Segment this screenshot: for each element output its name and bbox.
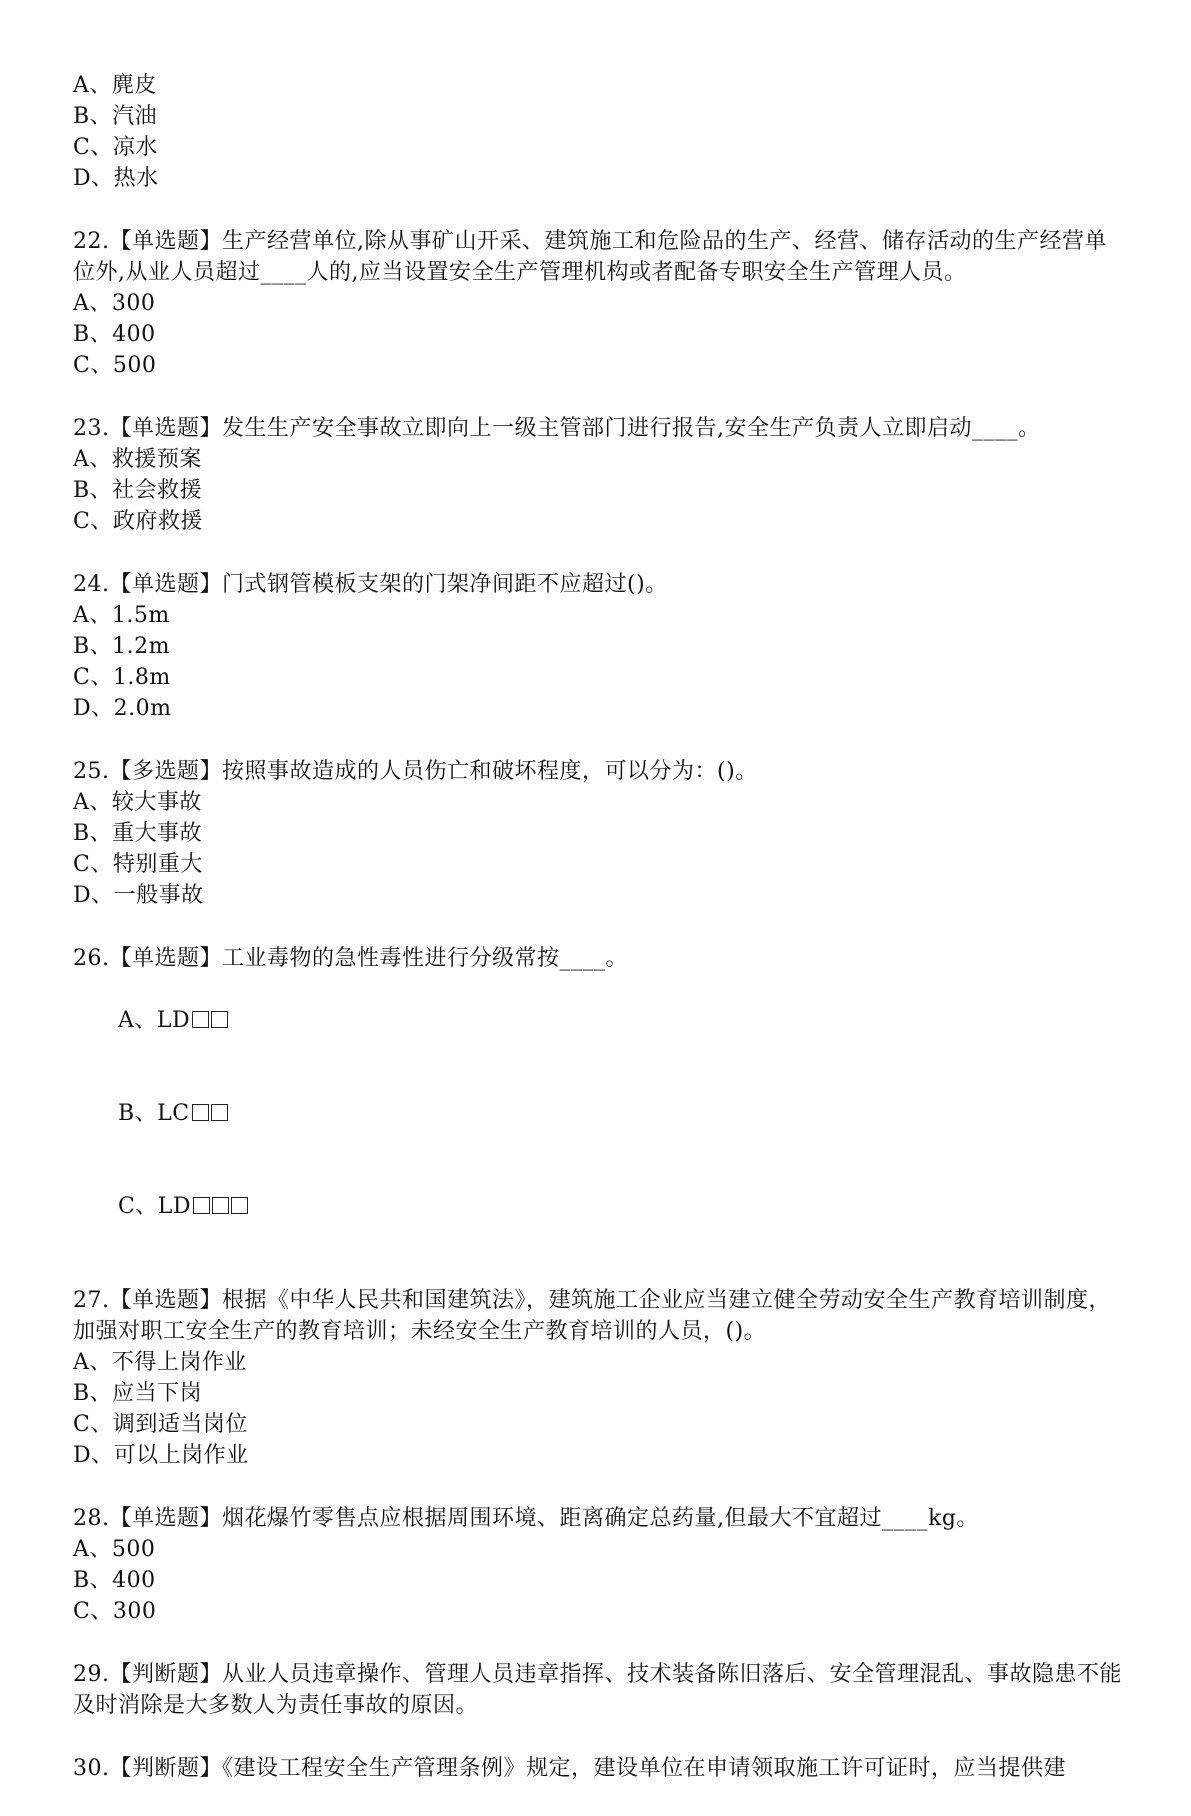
question-block-26 (73, 943, 1123, 1253)
exam-page (73, 70, 1123, 1816)
option-a: A、较大事故 (73, 790, 202, 815)
option-c: C、300 (73, 1599, 157, 1624)
option-d: D、一般事故 (73, 883, 204, 908)
option-b: B、重大事故 (73, 821, 203, 846)
question-text: 30.【判断题】《建设工程安全生产管理条例》规定，建设单位在申请领取施工许可证时，应当提供建 (73, 1756, 1066, 1781)
question-text: 23.【单选题】发生生产安全事故立即向上一级主管部门进行报告,安全生产负责人立即启动____。 (73, 416, 1041, 441)
option-b: B、1.2m (73, 634, 171, 659)
option-a: A、不得上岗作业 (73, 1350, 247, 1375)
option-a: A、1.5m (73, 603, 170, 628)
option-b: B、LC (117, 1101, 190, 1126)
question-block-24 (73, 569, 1123, 724)
option-a: A、300 (73, 291, 156, 316)
option-c: C、特别重大 (73, 852, 203, 877)
question-text: 29.【判断题】从业人员违章操作、管理人员违章指挥、技术装备陈旧落后、安全管理混乱、事故隐患不能及时消除是大多数人为责任事故的原因。 (73, 1662, 1122, 1718)
question-block-27 (73, 1285, 1123, 1471)
option-a: A、救援预案 (73, 447, 202, 472)
option-a: A、麂皮 (73, 73, 157, 98)
question-block-22 (73, 226, 1123, 381)
option-c: C、凉水 (73, 135, 158, 160)
question-text: 22.【单选题】生产经营单位,除从事矿山开采、建筑施工和危险品的生产、经营、储存活动的生产经营单位外,从业人员超过____人的,应当设置安全生产管理机构或者配备专职安全生产管理人员。 (73, 229, 1107, 285)
missing-glyph-icon (191, 1191, 248, 1222)
option-b: B、社会救援 (73, 478, 203, 503)
option-b: B、汽油 (73, 104, 158, 129)
question-block-21 (73, 70, 1123, 194)
option-b: B、400 (73, 1568, 156, 1593)
option-d: D、可以上岗作业 (73, 1443, 249, 1468)
question-text: 24.【单选题】门式钢管模板支架的门架净间距不应超过()。 (73, 572, 668, 597)
question-block-28 (73, 1503, 1123, 1627)
option-b: B、400 (73, 322, 156, 347)
question-text: 27.【单选题】根据《中华人民共和国建筑法》，建筑施工企业应当建立健全劳动安全生产教育培训制度，加强对职工安全生产的教育培训；未经安全生产教育培训的人员，()。 (73, 1288, 1111, 1344)
option-c: C、500 (73, 353, 157, 378)
question-block-23 (73, 413, 1123, 537)
question-text: 28.【单选题】烟花爆竹零售点应根据周围环境、距离确定总药量,但最大不宜超过____kg。 (73, 1506, 979, 1531)
option-c: C、调到适当岗位 (73, 1412, 248, 1437)
option-c-row (73, 1160, 1123, 1253)
question-block-25 (73, 756, 1123, 911)
question-block-30 (73, 1753, 1123, 1784)
question-text: 25.【多选题】按照事故造成的人员伤亡和破坏程度，可以分为：()。 (73, 759, 758, 784)
option-c: C、政府救援 (73, 509, 203, 534)
option-d: D、热水 (73, 166, 159, 191)
question-text: 26.【单选题】工业毒物的急性毒性进行分级常按____。 (73, 946, 628, 971)
option-b-row (73, 1067, 1123, 1160)
option-a-row (73, 974, 1123, 1067)
option-c: C、1.8m (73, 665, 171, 690)
option-a: A、LD (117, 1008, 191, 1033)
option-a: A、500 (73, 1537, 156, 1562)
option-b: B、应当下岗 (73, 1381, 203, 1406)
missing-glyph-icon (190, 1098, 228, 1129)
option-c: C、LD (117, 1194, 192, 1219)
option-d: D、2.0m (73, 696, 172, 721)
missing-glyph-icon (190, 1005, 228, 1036)
question-block-29 (73, 1659, 1123, 1721)
